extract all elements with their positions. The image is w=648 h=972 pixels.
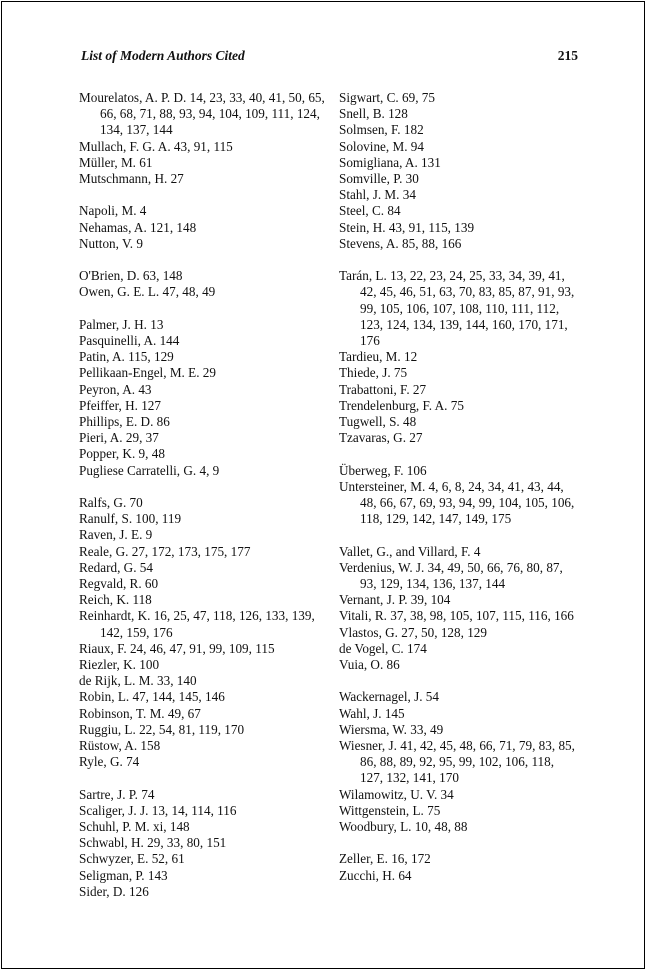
index-entry: Palmer, J. H. 13 (79, 316, 164, 332)
index-entry: Nutton, V. 9 (79, 235, 143, 251)
index-entry: Wilamowitz, U. V. 34 (339, 786, 454, 802)
index-letter-group (79, 90, 325, 187)
index-letter-group (79, 495, 325, 770)
index-entry: Schuhl, P. M. xi, 148 (79, 819, 190, 835)
index-entry: Ralfs, G. 70 (79, 495, 143, 511)
index-entry: Robin, L. 47, 144, 145, 146 (79, 689, 225, 705)
index-entry: Tarán, L. 13, 22, 23, 24, 25, 33, 34, 39, 41, 42, 45, 46, 51, 63, 70, 83, 85, 87, 91, 93, 99, 105, 106, 107, 108, 110, 111, 112, 123, 124, 134, 139, 144, 160, 170, 171, 176 (339, 268, 575, 349)
index-letter-group (79, 268, 325, 300)
index-entry: Nehamas, A. 121, 148 (79, 219, 197, 235)
index-entry: Ranulf, S. 100, 119 (79, 511, 182, 527)
index-entry: Owen, G. E. L. 47, 48, 49 (79, 284, 216, 300)
index-entry: O'Brien, D. 63, 148 (79, 268, 183, 284)
index-entry: Schwabl, H. 29, 33, 80, 151 (79, 835, 227, 851)
index-entry: Trendelenburg, F. A. 75 (339, 397, 464, 413)
index-entry: Redard, G. 54 (79, 559, 153, 575)
index-entry: Riaux, F. 24, 46, 47, 91, 99, 109, 115 (79, 640, 275, 656)
index-entry: Zucchi, H. 64 (339, 867, 412, 883)
index-entry: Somigliana, A. 131 (339, 154, 441, 170)
index-entry: Wiersma, W. 33, 49 (339, 721, 444, 737)
index-entry: Mullach, F. G. A. 43, 91, 115 (79, 138, 233, 154)
index-entry: Regvald, R. 60 (79, 576, 159, 592)
index-entry: Zeller, E. 16, 172 (339, 851, 431, 867)
index-entry: Riezler, K. 100 (79, 657, 160, 673)
index-entry: Wackernagel, J. 54 (339, 689, 439, 705)
index-entry: Pieri, A. 29, 37 (79, 430, 159, 446)
index-entry: Tugwell, S. 48 (339, 414, 417, 430)
index-entry: Pugliese Carratelli, G. 4, 9 (79, 462, 220, 478)
index-letter-group (339, 851, 579, 883)
index-entry: Sartre, J. P. 74 (79, 786, 155, 802)
index-entry: de Rijk, L. M. 33, 140 (79, 673, 197, 689)
index-entry: Somville, P. 30 (339, 171, 419, 187)
index-entry: Scaliger, J. J. 13, 14, 114, 116 (79, 802, 237, 818)
index-entry: Wittgenstein, L. 75 (339, 802, 441, 818)
index-letter-group (79, 317, 325, 479)
index-entry: Mourelatos, A. P. D. 14, 23, 33, 40, 41, 50, 65, 66, 68, 71, 88, 93, 94, 104, 109, 111, 124, 134, 137, 144 (79, 90, 325, 138)
index-entry: Reale, G. 27, 172, 173, 175, 177 (79, 543, 251, 559)
index-entry: Trabattoni, F. 27 (339, 381, 427, 397)
index-entry: Verdenius, W. J. 34, 49, 50, 66, 76, 80, 87, 93, 129, 134, 136, 137, 144 (339, 559, 563, 592)
index-entry: Rüstow, A. 158 (79, 738, 161, 754)
index-entry: Popper, K. 9, 48 (79, 446, 165, 462)
index-entry: Stahl, J. M. 34 (339, 187, 416, 203)
index-entry: Woodbury, L. 10, 48, 88 (339, 819, 468, 835)
index-entry: Vallet, G., and Villard, F. 4 (339, 543, 481, 559)
index-entry: Steel, C. 84 (339, 203, 401, 219)
index-entry: Patin, A. 115, 129 (79, 349, 174, 365)
index-entry: Mutschmann, H. 27 (79, 171, 184, 187)
index-letter-group (339, 90, 579, 252)
index-letter-group (79, 787, 325, 900)
index-entry: Tzavaras, G. 27 (339, 430, 423, 446)
index-entry: Sider, D. 126 (79, 883, 149, 899)
index-entry: Reich, K. 118 (79, 592, 152, 608)
index-letter-group (339, 268, 579, 446)
index-entry: Robinson, T. M. 49, 67 (79, 705, 201, 721)
index-entry: Pfeiffer, H. 127 (79, 397, 161, 413)
index-entry: Untersteiner, M. 4, 6, 8, 24, 34, 41, 43, 44, 48, 66, 67, 69, 93, 94, 99, 104, 105, 106, 118, 129, 142, 147, 149, 175 (339, 478, 575, 527)
index-letter-group (339, 689, 579, 835)
index-entry: Napoli, M. 4 (79, 203, 147, 219)
index-entry: Müller, M. 61 (79, 154, 153, 170)
index-entry: Schwyzer, E. 52, 61 (79, 851, 185, 867)
index-letter-group (79, 203, 325, 252)
running-title: List of Modern Authors Cited (81, 48, 245, 63)
index-entry: Phillips, E. D. 86 (79, 414, 170, 430)
index-entry: Ruggiu, L. 22, 54, 81, 119, 170 (79, 721, 245, 737)
index-entry: Stein, H. 43, 91, 115, 139 (339, 219, 475, 235)
index-entry: Solmsen, F. 182 (339, 122, 424, 138)
index-entry: Snell, B. 128 (339, 106, 408, 122)
index-entry: Peyron, A. 43 (79, 381, 152, 397)
index-entry: de Vogel, C. 174 (339, 640, 427, 656)
index-entry: Vuia, O. 86 (339, 657, 400, 673)
index-entry: Vernant, J. P. 39, 104 (339, 592, 451, 608)
index-entry: Vitali, R. 37, 38, 98, 105, 107, 115, 116, 166 (339, 608, 574, 624)
index-entry: Überweg, F. 106 (339, 462, 427, 478)
index-entry: Seligman, P. 143 (79, 867, 168, 883)
index-entry: Wahl, J. 145 (339, 705, 405, 721)
index-letter-group (339, 544, 579, 674)
index-entry: Sigwart, C. 69, 75 (339, 90, 435, 105)
index-entry: Tardieu, M. 12 (339, 349, 418, 365)
index-entry: Vlastos, G. 27, 50, 128, 129 (339, 624, 487, 640)
index-letter-group (339, 463, 579, 528)
index-column-right (339, 90, 579, 900)
index-entry: Reinhardt, K. 16, 25, 47, 118, 126, 133, 139, 142, 159, 176 (79, 608, 315, 640)
index-entry: Stevens, A. 85, 88, 166 (339, 235, 462, 251)
index-entry: Ryle, G. 74 (79, 754, 140, 770)
index-entry: Pasquinelli, A. 144 (79, 333, 180, 348)
index-column-left (79, 90, 325, 916)
index-entry: Wiesner, J. 41, 42, 45, 48, 66, 71, 79, 83, 85, 86, 88, 89, 92, 95, 99, 102, 106, 118, 127, 132, 141, 170 (339, 738, 575, 786)
index-entry: Solovine, M. 94 (339, 138, 424, 154)
index-entry: Raven, J. E. 9 (79, 527, 153, 543)
index-entry: Thiede, J. 75 (339, 365, 408, 381)
page-number: 215 (557, 48, 578, 63)
index-entry: Pellikaan-Engel, M. E. 29 (79, 365, 216, 381)
